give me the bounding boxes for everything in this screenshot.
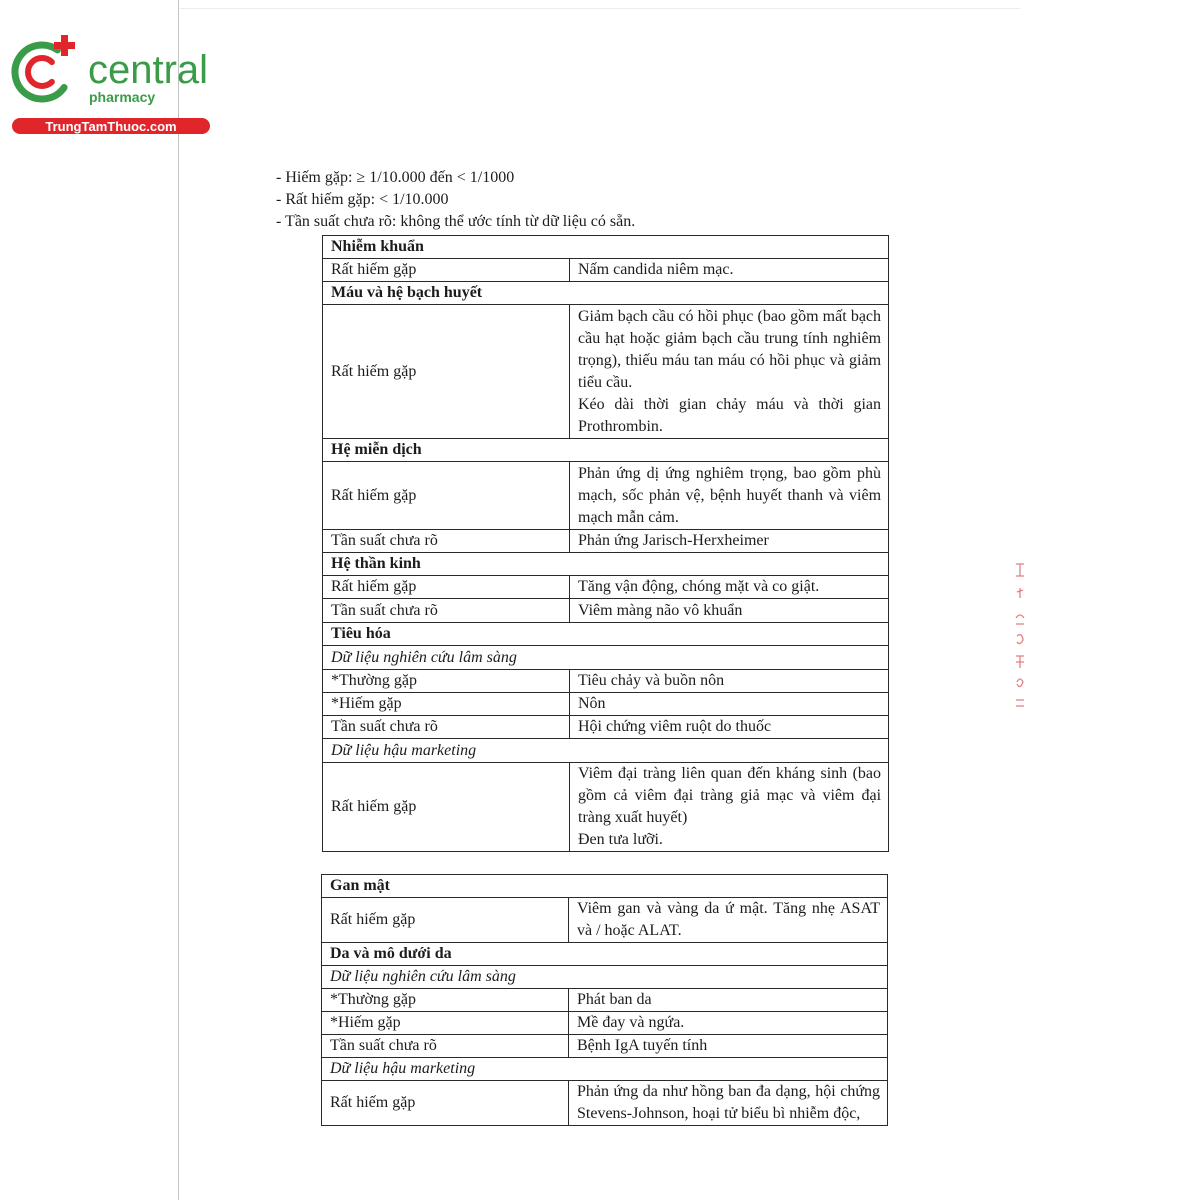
effect-cell — [570, 763, 889, 852]
table-row — [322, 1081, 888, 1126]
subsection-heading: Dữ liệu nghiên cứu lâm sàng — [323, 646, 889, 670]
effect-cell — [570, 530, 889, 553]
effect-cell — [570, 576, 889, 599]
effect-paragraph: Mề đay và ngứa. — [577, 1014, 685, 1031]
effect-cell — [569, 989, 888, 1012]
frequency-cell: *Thường gặp — [322, 989, 569, 1012]
effect-paragraph: Hội chứng viêm ruột do thuốc — [578, 718, 772, 735]
effect-cell — [570, 693, 889, 716]
section-heading: Hệ thần kinh — [323, 553, 889, 576]
logo-site: TrungTamThuoc.com — [45, 119, 177, 134]
subsection-heading: Dữ liệu nghiên cứu lâm sàng — [322, 966, 888, 989]
effect-paragraph: Phát ban da — [577, 991, 652, 1008]
effect-cell — [570, 259, 889, 282]
page-left-edge — [178, 0, 179, 1200]
table-row — [322, 966, 888, 989]
table-row — [323, 462, 889, 530]
table-row — [323, 763, 889, 852]
table-row — [322, 943, 888, 966]
frequency-cell: *Thường gặp — [323, 670, 570, 693]
effect-paragraph: Đen tưa lưỡi. — [578, 831, 663, 848]
frequency-cell: Rất hiếm gặp — [323, 462, 570, 530]
table-row — [322, 1012, 888, 1035]
section-heading: Tiêu hóa — [323, 623, 889, 646]
subsection-heading: Dữ liệu hậu marketing — [322, 1058, 888, 1081]
section-heading: Da và mô dưới da — [322, 943, 888, 966]
section-heading: Gan mật — [322, 875, 888, 898]
frequency-cell: Tần suất chưa rõ — [323, 599, 570, 623]
effect-cell — [570, 670, 889, 693]
frequency-cell: Rất hiếm gặp — [323, 305, 570, 439]
effect-paragraph: Tiêu chảy và buồn nôn — [578, 672, 725, 689]
table-row — [323, 716, 889, 739]
logo-inner-ring-icon — [28, 58, 52, 86]
effect-paragraph: Viêm đại tràng liên quan đến kháng sinh (bao gồm cả viêm đại tràng giả mạc và viêm đại tràng xuất huyết) — [578, 765, 882, 826]
table-row — [323, 236, 889, 259]
table-row — [323, 305, 889, 439]
table-row — [323, 439, 889, 462]
effect-paragraph: Phản ứng da như hồng ban đa dạng, hội chứng Stevens-Johnson, hoại tử biểu bì nhiễm độc, — [577, 1083, 880, 1122]
page-top-edge — [180, 8, 1020, 9]
central-pharmacy-logo — [0, 0, 215, 140]
effect-cell — [569, 1035, 888, 1058]
table-row — [323, 259, 889, 282]
section-heading: Máu và hệ bạch huyết — [323, 282, 889, 305]
frequency-cell: Tần suất chưa rõ — [323, 716, 570, 739]
effect-paragraph: Nấm candida niêm mạc. — [578, 261, 734, 278]
table-row — [323, 576, 889, 599]
effect-paragraph: Phản ứng Jarisch-Herxheimer — [578, 532, 769, 549]
table-row — [323, 282, 889, 305]
effect-cell — [570, 599, 889, 623]
effect-paragraph: Giảm bạch cầu có hồi phục (bao gồm mất bạch cầu hạt hoặc giảm bạch cầu trung tính nghiêm trọng), thiếu máu tan máu có hồi phục và giảm tiểu cầu. — [578, 307, 882, 391]
effect-cell — [570, 716, 889, 739]
effect-cell — [569, 1012, 888, 1035]
effect-paragraph: Bệnh IgA tuyến tính — [577, 1037, 708, 1054]
table-row — [322, 898, 888, 943]
frequency-cell: Rất hiếm gặp — [323, 763, 570, 852]
effect-cell — [570, 305, 889, 439]
table-row — [323, 670, 889, 693]
effect-paragraph: Kéo dài thời gian chảy máu và thời gian Prothrombin. — [578, 395, 882, 435]
frequency-cell: Tần suất chưa rõ — [323, 530, 570, 553]
table-row — [323, 530, 889, 553]
table-row — [323, 623, 889, 646]
table-row — [322, 1035, 888, 1058]
frequency-cell: Tần suất chưa rõ — [322, 1035, 569, 1058]
logo-name: central — [88, 48, 209, 92]
table-row — [323, 693, 889, 716]
adverse-effects-table-2 — [321, 874, 888, 1126]
logo-ring-icon — [15, 45, 64, 99]
frequency-cell: Rất hiếm gặp — [323, 576, 570, 599]
definition-line: - Tần suất chưa rõ: không thể ước tính từ dữ liệu có sẵn. — [276, 213, 636, 230]
table-row — [323, 739, 889, 763]
table-row — [323, 646, 889, 670]
frequency-definitions — [276, 167, 635, 233]
table-row — [322, 989, 888, 1012]
section-heading: Hệ miễn dịch — [323, 439, 889, 462]
frequency-cell: *Hiếm gặp — [322, 1012, 569, 1035]
effect-paragraph: Phản ứng dị ứng nghiêm trọng, bao gồm phù mạch, sốc phản vệ, bệnh huyết thanh và viêm mạch mẫn cảm. — [578, 464, 882, 526]
frequency-cell: Rất hiếm gặp — [322, 1081, 569, 1126]
adverse-effects-table-1 — [322, 235, 889, 852]
stamp-fragment — [1008, 558, 1032, 713]
table-row — [322, 875, 888, 898]
frequency-cell: Rất hiếm gặp — [322, 898, 569, 943]
effect-paragraph: Viêm gan và vàng da ứ mật. Tăng nhẹ ASAT và / hoặc ALAT. — [577, 900, 880, 939]
effect-paragraph: Viêm màng não vô khuẩn — [578, 601, 743, 619]
subsection-heading: Dữ liệu hậu marketing — [323, 739, 889, 763]
table-row — [323, 599, 889, 623]
frequency-cell: Rất hiếm gặp — [323, 259, 570, 282]
table-row — [322, 1058, 888, 1081]
frequency-cell: *Hiếm gặp — [323, 693, 570, 716]
effect-paragraph: Nôn — [578, 695, 606, 712]
definition-line: - Rất hiếm gặp: < 1/10.000 — [276, 191, 449, 208]
effect-cell — [570, 462, 889, 530]
table-row — [323, 553, 889, 576]
effect-cell — [569, 1081, 888, 1126]
section-heading: Nhiễm khuẩn — [323, 236, 889, 259]
logo-subtitle: pharmacy — [89, 89, 156, 105]
effect-cell — [569, 898, 888, 943]
effect-paragraph: Tăng vận động, chóng mặt và co giật. — [578, 578, 820, 595]
definition-line: - Hiếm gặp: ≥ 1/10.000 đến < 1/1000 — [276, 169, 515, 186]
